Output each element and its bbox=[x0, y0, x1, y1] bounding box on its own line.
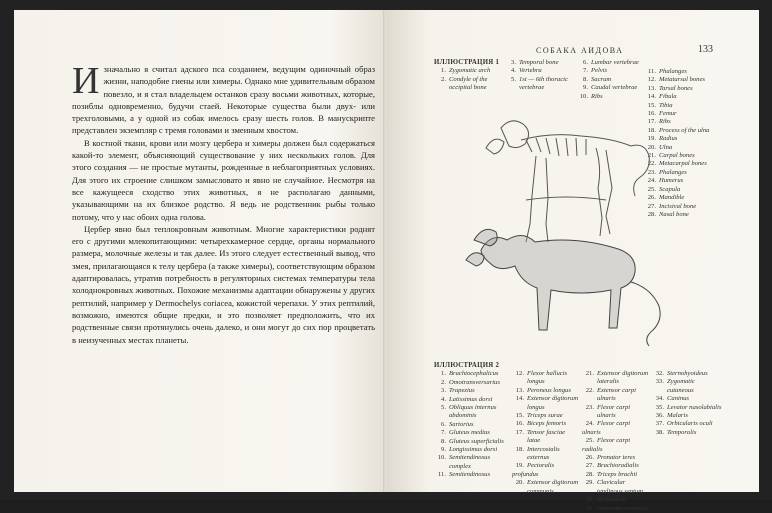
legend-item bbox=[582, 479, 650, 487]
legend-item bbox=[434, 370, 504, 378]
legend-number: 37. bbox=[655, 420, 664, 428]
legend-number: 32. bbox=[655, 370, 664, 377]
legend-item bbox=[434, 379, 504, 387]
legend-item bbox=[644, 76, 709, 84]
legend-number: 4. bbox=[511, 67, 516, 75]
legend-item bbox=[504, 76, 568, 84]
legend-item bbox=[582, 505, 650, 513]
legend-term: Semitendinosus bbox=[449, 471, 491, 479]
legend-number: 8. bbox=[441, 437, 446, 445]
legend-term: Tensor fasciae bbox=[527, 428, 566, 436]
legend-item bbox=[434, 76, 499, 84]
legend-number: 27. bbox=[585, 462, 594, 470]
legend-term: Peroneus longus bbox=[527, 386, 571, 394]
legend-number: 28. bbox=[647, 210, 656, 218]
legend-item bbox=[652, 429, 732, 437]
legend-number: 26. bbox=[585, 454, 594, 462]
legend-term: Extensor digitorum bbox=[527, 395, 579, 403]
legend-number: 31. bbox=[585, 504, 594, 512]
legend-term: Ulna bbox=[659, 143, 673, 151]
legend-number: 12. bbox=[515, 370, 524, 377]
legend-term: Flexor carpi radialis bbox=[582, 437, 631, 453]
body-text bbox=[72, 60, 375, 346]
legend-term: occipital bone bbox=[449, 84, 487, 92]
legend-number: 28. bbox=[585, 470, 594, 478]
paragraph-3: Цербер явно был теплокровным животным. Многие характеристики роднят его с другими млекопитающими: четырехкамерное сердце, органы нормального размера, молочные железы и так далее. Из этого следует естественный вывод, что змея, прилагающаяся к телу цербера (а также химеры), соответствующим образом адаптировалась, утратив потребность в регуляторных системах температуры тела холоднокровных животных. Похожие механизмы адаптации обнаружены у других рептилий, например у Dermochelys coriacea, кожистой черепахи. У этих рептилий, возможно, имеются общие предки, и это позволяет предположить, что их родственные связи протянулись очень далеко, и они могут до сих пор процветать в неизученных местах планеты. bbox=[72, 223, 375, 345]
legend-term: Malaris bbox=[667, 412, 688, 420]
legend-term: Gluteus superficialis bbox=[449, 437, 504, 445]
legend-item bbox=[434, 471, 504, 479]
illustration1-col2 bbox=[504, 59, 568, 93]
legend-item bbox=[652, 404, 732, 412]
legend-term: Ribs bbox=[659, 118, 671, 126]
legend-term: Metacarpal bones bbox=[659, 160, 707, 168]
legend-item bbox=[652, 420, 732, 428]
legend-term: Flexor hallucis bbox=[527, 370, 568, 377]
legend-number: 17. bbox=[515, 428, 524, 436]
legend-term: Radius bbox=[659, 135, 678, 143]
legend-number: 24. bbox=[585, 420, 594, 428]
legend-item bbox=[504, 84, 568, 92]
legend-term: Incisival bone bbox=[659, 202, 697, 210]
legend-number: 14. bbox=[515, 395, 524, 403]
legend-term: Orbicularis oculi bbox=[667, 420, 713, 428]
illustration2-col3 bbox=[582, 370, 650, 513]
legend-term: Humerus bbox=[659, 177, 684, 185]
legend-term: Obliquus internus bbox=[449, 404, 497, 412]
legend-term: Process of the ulna bbox=[659, 126, 710, 134]
legend-number: 38. bbox=[655, 428, 664, 436]
legend-number: 35. bbox=[655, 403, 664, 411]
legend-number: 19. bbox=[515, 462, 524, 470]
legend-number: 13. bbox=[515, 386, 524, 394]
legend-term: ulnaris bbox=[597, 412, 616, 420]
legend-term: Pronator teres bbox=[597, 454, 636, 462]
legend-number: 15. bbox=[647, 101, 656, 109]
legend-number: 33. bbox=[655, 378, 664, 386]
legend-term: Mandible bbox=[659, 194, 685, 202]
illustration1-col1 bbox=[434, 59, 499, 93]
legend-term: Caninus bbox=[667, 395, 689, 403]
legend-number: 12. bbox=[647, 76, 656, 84]
legend-number: 8. bbox=[583, 75, 588, 83]
running-head: СОБАКА АИДОВА bbox=[536, 46, 624, 55]
legend-item bbox=[434, 387, 504, 395]
legend-term: Extensor digitorum bbox=[527, 479, 579, 487]
legend-term: Brachioradialis bbox=[597, 462, 639, 470]
legend-term: Pelvis bbox=[591, 67, 608, 75]
legend-item bbox=[434, 463, 504, 471]
legend-number: 18. bbox=[647, 126, 656, 134]
skeleton-drawing bbox=[486, 121, 649, 242]
legend-item bbox=[582, 496, 650, 504]
right-page bbox=[386, 10, 759, 512]
legend-term: Flexor carpi ulnaris bbox=[582, 420, 631, 436]
legend-term: Deltoideus bbox=[597, 496, 626, 504]
legend-number: 11. bbox=[648, 68, 656, 75]
legend-term: Phalanges bbox=[659, 168, 687, 176]
legend-number: 1. bbox=[441, 370, 446, 378]
legend-number: 14. bbox=[647, 93, 656, 101]
legend-term: Metatarsal bones bbox=[659, 76, 705, 84]
legend-term: Tarsal bones bbox=[659, 84, 693, 92]
legend-term: Omotransversarius bbox=[449, 378, 500, 386]
legend-term: Fibula bbox=[659, 93, 677, 101]
legend-term: Extensor digitorum bbox=[597, 370, 649, 377]
legend-number: 5. bbox=[511, 75, 516, 83]
legend-term: vertebrae bbox=[519, 84, 545, 92]
legend-item bbox=[512, 412, 582, 420]
legend-number: 1. bbox=[441, 67, 446, 75]
legend-item bbox=[652, 378, 732, 386]
legend-item bbox=[512, 420, 582, 428]
legend-term: Temporalis bbox=[667, 428, 697, 436]
legend-item bbox=[512, 479, 582, 487]
legend-item bbox=[512, 429, 582, 437]
legend-term: Carpal bones bbox=[659, 152, 695, 160]
legend-term: lateralis bbox=[597, 378, 619, 386]
legend-term: Levator nasolabialis bbox=[667, 403, 722, 411]
legend-item bbox=[582, 412, 650, 420]
illustration2-col1 bbox=[434, 362, 504, 480]
legend-number: 15. bbox=[515, 412, 524, 420]
legend-number: 6. bbox=[441, 420, 446, 428]
legend-number: 23. bbox=[585, 403, 594, 411]
legend-term: Temporal bone bbox=[519, 59, 559, 66]
legend-number: 36. bbox=[655, 412, 664, 420]
legend-item bbox=[512, 378, 582, 386]
legend-term: abdominis bbox=[449, 412, 477, 420]
legend-item bbox=[512, 387, 582, 395]
legend-number: 10. bbox=[437, 454, 446, 462]
legend-item bbox=[582, 454, 650, 462]
legend-term: Zygomatic arch bbox=[449, 67, 491, 75]
legend-number: 22. bbox=[647, 160, 656, 168]
legend-number: 4. bbox=[441, 395, 446, 403]
legend-term: communis bbox=[527, 487, 554, 495]
legend-number: 19. bbox=[647, 135, 656, 143]
legend-term: Ribs bbox=[591, 92, 603, 100]
legend-number: 25. bbox=[585, 437, 594, 445]
legend-term: Brachiocephalicus bbox=[449, 370, 499, 378]
legend-number: 9. bbox=[583, 84, 588, 92]
legend-number: 17. bbox=[647, 118, 656, 126]
legend-number: 3. bbox=[511, 59, 516, 66]
legend-term: 1st — 6th thoracic bbox=[519, 75, 568, 83]
legend-number: 7. bbox=[441, 429, 446, 437]
legend-item bbox=[434, 454, 504, 462]
legend-term: Caudal vertebrae bbox=[591, 84, 638, 92]
legend-item bbox=[576, 84, 639, 92]
legend-item bbox=[512, 437, 582, 445]
legend-item bbox=[434, 446, 504, 454]
illustration1-title: ИЛЛЮСТРАЦИЯ 1 bbox=[434, 59, 500, 66]
legend-number: 23. bbox=[647, 168, 656, 176]
legend-term: longus bbox=[527, 403, 545, 411]
legend-number: 6. bbox=[583, 59, 588, 66]
legend-item bbox=[644, 68, 709, 76]
legend-term: complex bbox=[449, 462, 471, 470]
legend-term: Longissimus dorsi bbox=[449, 446, 498, 454]
legend-item bbox=[644, 85, 709, 93]
legend-number: 13. bbox=[647, 84, 656, 92]
legend-item bbox=[512, 446, 582, 454]
legend-number: 21. bbox=[585, 370, 594, 377]
legend-term: Semitendinosus bbox=[449, 454, 491, 462]
legend-item bbox=[582, 404, 650, 412]
legend-term: Latissimus dorsi bbox=[449, 395, 493, 403]
legend-term: Vertebra bbox=[519, 67, 542, 75]
legend-term: cutaneous bbox=[667, 386, 694, 394]
legend-item bbox=[434, 429, 504, 437]
legend-number: 7. bbox=[583, 67, 588, 75]
illustration2-col4 bbox=[652, 370, 732, 437]
legend-item bbox=[582, 387, 650, 395]
drop-cap: И bbox=[72, 60, 100, 102]
page-number: 133 bbox=[698, 44, 713, 55]
legend-item bbox=[582, 370, 650, 378]
legend-number: 2. bbox=[441, 378, 446, 386]
legend-item bbox=[512, 488, 582, 496]
legend-item bbox=[434, 438, 504, 446]
illustration2-title: ИЛЛЮСТРАЦИЯ 2 bbox=[434, 362, 500, 369]
legend-item bbox=[434, 421, 504, 429]
legend-term: Sternohyoideus bbox=[667, 370, 708, 377]
legend-term: latae bbox=[527, 437, 541, 445]
legend-number: 24. bbox=[647, 177, 656, 185]
legend-term: Biceps femoris bbox=[527, 420, 567, 428]
legend-number: 22. bbox=[585, 386, 594, 394]
legend-item bbox=[652, 412, 732, 420]
legend-term: longus bbox=[527, 378, 545, 386]
legend-item bbox=[652, 395, 732, 403]
legend-item bbox=[434, 84, 499, 92]
left-page bbox=[14, 10, 386, 492]
legend-term: Sacrum bbox=[591, 75, 612, 83]
legend-item bbox=[582, 378, 650, 386]
legend-number: 9. bbox=[441, 446, 446, 454]
legend-term: ulnaris bbox=[597, 395, 616, 403]
legend-item bbox=[434, 404, 504, 412]
legend-term: Sartorius bbox=[449, 420, 474, 428]
legend-number: 30. bbox=[585, 496, 594, 504]
legend-item bbox=[582, 420, 650, 437]
legend-term: Intercostalis bbox=[527, 445, 560, 453]
legend-number: 18. bbox=[515, 445, 524, 453]
legend-term: Triceps brachii bbox=[597, 470, 638, 478]
legend-number: 26. bbox=[647, 194, 656, 202]
legend-number: 16. bbox=[515, 420, 524, 428]
legend-term: Trapezius bbox=[449, 387, 475, 395]
illustration1-col3 bbox=[576, 59, 639, 101]
legend-number: 16. bbox=[647, 110, 656, 118]
legend-number: 34. bbox=[655, 395, 664, 403]
legend-number: 20. bbox=[515, 479, 524, 487]
legend-term: Tibia bbox=[659, 101, 673, 109]
legend-item bbox=[652, 387, 732, 395]
legend-item bbox=[576, 67, 639, 75]
muscle-drawing bbox=[466, 229, 660, 346]
legend-term: externus bbox=[527, 454, 550, 462]
legend-term: Scapula bbox=[659, 185, 681, 193]
legend-term: Clavicular bbox=[597, 479, 626, 487]
legend-item bbox=[504, 59, 568, 67]
legend-term: Condyle of the bbox=[449, 75, 488, 83]
legend-item bbox=[512, 395, 582, 403]
legend-term: Triceps surae bbox=[527, 412, 563, 420]
legend-term: Extensor carpi bbox=[597, 386, 637, 394]
legend-number: 2. bbox=[441, 75, 446, 83]
legend-item bbox=[582, 462, 650, 470]
legend-term: Zygomatic bbox=[667, 378, 695, 386]
legend-item bbox=[512, 454, 582, 462]
illustration2-col2 bbox=[512, 370, 582, 496]
legend-number: 25. bbox=[647, 185, 656, 193]
legend-term: Femur bbox=[659, 110, 677, 118]
paragraph-2: В костной ткани, крови или мозгу цербера и химеры должен был содержаться какой-то элемент, объясняющий существование у них нескольких голов. Для этого создания — не простые мутанты, рожденные в неблагоприятных условиях. Для этого их строение слишком замысловато и явно не случайное. Несмотря на все кажущееся сходство этих животных, я не располагаю данными, указывающими на их близкое родство. Я ведь не родственник рыбы только потому, что у нас обоих одна голова. bbox=[72, 137, 375, 222]
anatomy-figure bbox=[426, 100, 666, 350]
legend-number: 10. bbox=[579, 92, 588, 100]
legend-item bbox=[434, 396, 504, 404]
legend-item bbox=[504, 67, 568, 75]
legend-item bbox=[582, 471, 650, 479]
legend-term: Pectoralis profundus bbox=[512, 462, 555, 478]
legend-number: 29. bbox=[585, 479, 594, 487]
legend-number: 3. bbox=[441, 387, 446, 395]
legend-item bbox=[582, 395, 650, 403]
legend-item bbox=[512, 462, 582, 479]
legend-term: Phalanges bbox=[659, 68, 687, 75]
legend-item bbox=[434, 412, 504, 420]
legend-term: tendinous septum bbox=[597, 487, 643, 495]
legend-item bbox=[512, 404, 582, 412]
legend-item bbox=[582, 437, 650, 454]
paragraph-1: Изначально я считал адского пса созданием, ведущим одиночный образ жизни, наподобие гиены или химеры. Однако мне удивительным образом повезло, и я стал владельцем останков сразу восьми животных, которые, позиблы одновременно, будучи стаей. Некоторые существа были двух- или трехголовыми, а у одной из собак имелось сразу шесть голов. В манускрипте представлен экземпляр с тремя головами и змеиным хвостом. bbox=[72, 60, 375, 136]
legend-item bbox=[576, 59, 639, 67]
legend-item bbox=[576, 76, 639, 84]
legend-item bbox=[434, 67, 499, 75]
legend-term: Flexor carpi bbox=[597, 403, 631, 411]
legend-item bbox=[652, 370, 732, 378]
legend-term: Omotransversarius bbox=[597, 504, 648, 512]
legend-number: 11. bbox=[438, 471, 446, 479]
legend-item bbox=[582, 488, 650, 496]
legend-number: 20. bbox=[647, 143, 656, 151]
legend-term: Lumbar vertebrae bbox=[591, 59, 639, 66]
legend-term: Gluteus medius bbox=[449, 429, 490, 437]
legend-term: Nasal bone bbox=[659, 210, 689, 218]
legend-item bbox=[512, 370, 582, 378]
legend-number: 5. bbox=[441, 404, 446, 412]
legend-number: 21. bbox=[647, 152, 656, 160]
legend-number: 27. bbox=[647, 202, 656, 210]
